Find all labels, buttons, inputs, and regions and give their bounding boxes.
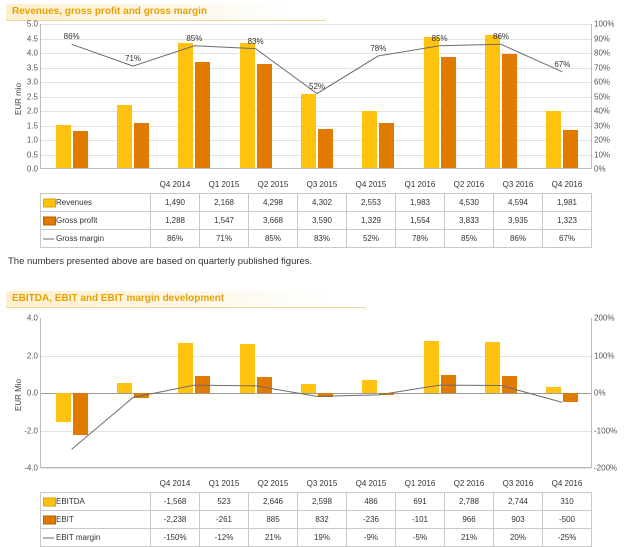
chart1-table-header: Q3 2016 — [502, 180, 534, 189]
chart2-table-cell: -2,238 — [151, 511, 200, 529]
legend-swatch-yellow — [43, 198, 56, 207]
chart1-table-cell: 85% — [445, 230, 494, 248]
chart1-y-tick: 2.0 — [26, 106, 38, 116]
chart2-y-tick: -2.0 — [24, 426, 38, 435]
chart1-margin-label: 83% — [247, 36, 264, 46]
chart1-series-label: Revenues — [41, 194, 151, 212]
chart1-margin-label: 85% — [431, 33, 448, 43]
chart1-margin-label: 86% — [63, 32, 80, 42]
chart2-table-cell: 21% — [249, 529, 298, 547]
chart1-margin-label: 85% — [186, 33, 203, 43]
chart1-y2-tick: 0% — [594, 164, 606, 174]
legend-swatch-orange — [43, 216, 56, 225]
legend-swatch-line — [43, 537, 54, 538]
chart1-table-header: Q2 2016 — [453, 180, 485, 189]
table-row — [41, 212, 592, 230]
chart1-margin-label: 71% — [124, 54, 142, 64]
chart2-table-header: Q1 2016 — [404, 479, 436, 488]
chart2-table-cell: 523 — [200, 493, 249, 511]
chart1-y2-tick: 20% — [594, 135, 611, 145]
table-row — [41, 230, 592, 248]
chart2-y2-tick: 100% — [594, 351, 615, 360]
chart1-table-cell: 83% — [298, 230, 347, 248]
chart2-series-label: EBIT margin — [41, 529, 151, 547]
chart1-table-cell: 1,288 — [151, 212, 200, 230]
chart1-table-cell: 1,329 — [347, 212, 396, 230]
chart2-table-header: Q3 2016 — [502, 479, 534, 488]
chart2-y-tick: 0.0 — [26, 388, 38, 398]
chart2-table-cell: -261 — [200, 511, 249, 529]
table-row — [41, 194, 592, 212]
chart2-gridline — [41, 468, 591, 469]
chart2-table-header: Q4 2016 — [551, 479, 583, 488]
chart1-y-tick: 1.5 — [26, 121, 38, 130]
chart1-y-tick: 1.0 — [26, 135, 38, 145]
chart1-y2-tick: 50% — [594, 92, 611, 101]
chart1-y-tick: 0.0 — [26, 164, 38, 174]
chart1-y-tick: 5.0 — [26, 19, 38, 29]
chart2-table-cell: -12% — [200, 529, 249, 547]
chart1-y2-tick: 10% — [594, 150, 611, 159]
chart2-y2-tick: -200% — [594, 463, 618, 473]
chart2-y2-tick: 0% — [594, 388, 606, 398]
chart2-y2-tick: 200% — [594, 313, 615, 323]
chart2-table-cell: 486 — [347, 493, 396, 511]
chart2-table-header: Q1 2015 — [208, 479, 240, 488]
chart2-table-cell: 832 — [298, 511, 347, 529]
chart2-table-header: Q4 2014 — [159, 479, 191, 488]
chart2-y-tick: 4.0 — [26, 313, 38, 323]
chart1-y2-tick: 30% — [594, 121, 611, 130]
chart1-y2-tick: 80% — [594, 48, 611, 58]
chart1-series-label: Gross margin — [41, 230, 151, 248]
legend-swatch-yellow — [43, 497, 56, 506]
chart2-table-cell: 19% — [298, 529, 347, 547]
chart2-table-header: Q4 2015 — [355, 479, 387, 488]
chart1-table-cell: 3,590 — [298, 212, 347, 230]
chart2-table-cell: 885 — [249, 511, 298, 529]
chart1-table-cell: 52% — [347, 230, 396, 248]
chart1-y-tick: 4.5 — [26, 34, 38, 43]
chart1-table-cell: 4,302 — [298, 194, 347, 212]
chart1-table-cell: 4,594 — [494, 194, 543, 212]
chart2-table-cell: 2,744 — [494, 493, 543, 511]
chart1-table-cell: 4,530 — [445, 194, 494, 212]
chart2-plot-area — [24, 313, 618, 473]
chart2-table-cell: -500 — [543, 511, 592, 529]
chart1-y2-tick: 40% — [594, 106, 611, 116]
chart2-table-cell: 310 — [543, 493, 592, 511]
chart1-table-header: Q3 2015 — [306, 180, 338, 189]
chart1-table-header: Q4 2016 — [551, 180, 583, 189]
chart1-table-header: Q2 2015 — [257, 180, 289, 189]
chart2-ebit-margin-line — [41, 318, 593, 468]
section-title-ebitda: EBITDA, EBIT and EBIT margin development — [6, 291, 366, 308]
chart1-y2-tick: 70% — [594, 63, 611, 72]
chart1-table-cell: 1,490 — [151, 194, 200, 212]
legend-swatch-orange — [43, 515, 56, 524]
chart2-table-cell: 966 — [445, 511, 494, 529]
chart1-table-cell: 1,547 — [200, 212, 249, 230]
chart1-margin-label: 86% — [492, 32, 510, 42]
chart2-table-cell: 20% — [494, 529, 543, 547]
chart1-table-cell: 67% — [543, 230, 592, 248]
chart1-table-cell: 3,668 — [249, 212, 298, 230]
chart1-table-cell: 1,554 — [396, 212, 445, 230]
chart1-y2-tick: 90% — [594, 34, 611, 43]
chart2-table-cell: 691 — [396, 493, 445, 511]
chart2-series-label: EBIT — [41, 511, 151, 529]
chart1-table-cell: 78% — [396, 230, 445, 248]
chart1-margin-label: 52% — [308, 81, 326, 91]
chart2-table-cell: 903 — [494, 511, 543, 529]
chart1-table-header: Q1 2016 — [404, 180, 436, 189]
chart1-table-cell: 4,298 — [249, 194, 298, 212]
chart1-table-cell: 2,553 — [347, 194, 396, 212]
chart2-table-cell: -1,568 — [151, 493, 200, 511]
table-row — [41, 529, 592, 547]
chart1-y-tick: 4.0 — [26, 48, 38, 58]
chart1-y-axis-label: EUR mio — [14, 82, 23, 115]
chart1-table-header: Q1 2015 — [208, 180, 240, 189]
chart1-series-label: Gross profit — [41, 212, 151, 230]
chart1-table-header: Q4 2015 — [355, 180, 387, 189]
chart1-y-tick: 2.5 — [26, 92, 38, 101]
chart2-y-tick: -4.0 — [24, 463, 38, 473]
chart1-y2-tick: 60% — [594, 77, 611, 87]
chart1-table-cell: 1,981 — [543, 194, 592, 212]
chart2-table-cell: 2,788 — [445, 493, 494, 511]
chart1-table-cell: 3,833 — [445, 212, 494, 230]
chart1-y-tick: 3.0 — [26, 77, 38, 87]
chart1-table-cell: 2,168 — [200, 194, 249, 212]
chart2-table-cell: -25% — [543, 529, 592, 547]
chart2-table-header: Q2 2016 — [453, 479, 485, 488]
chart2-y-tick: 2.0 — [26, 351, 38, 360]
chart1-table-header: Q4 2014 — [159, 180, 191, 189]
chart1-table-cell: 71% — [200, 230, 249, 248]
chart2-table-cell: 2,646 — [249, 493, 298, 511]
chart2-y-axis-label: EUR Mio — [14, 378, 23, 411]
chart2-table-header: Q3 2015 — [306, 479, 338, 488]
chart1-data-table — [40, 176, 592, 248]
chart2-table-cell: -9% — [347, 529, 396, 547]
chart1-table-cell: 86% — [151, 230, 200, 248]
chart1-table-cell: 1,323 — [543, 212, 592, 230]
chart1-y-tick: 3.5 — [26, 63, 38, 72]
chart1-table-cell: 85% — [249, 230, 298, 248]
table-row — [41, 493, 592, 511]
chart2-series-label: EBITDA — [41, 493, 151, 511]
chart1-margin-label: 67% — [554, 59, 571, 69]
chart2-table-cell: 21% — [445, 529, 494, 547]
legend-swatch-line — [43, 238, 54, 239]
chart2-table-header: Q2 2015 — [257, 479, 289, 488]
chart2-table-cell: -5% — [396, 529, 445, 547]
chart1-table-cell: 86% — [494, 230, 543, 248]
chart2-table-cell: -236 — [347, 511, 396, 529]
chart1-margin-label: 78% — [370, 43, 387, 53]
chart2-table-cell: 2,598 — [298, 493, 347, 511]
figures-note: The numbers presented above are based on quarterly published figures. — [8, 256, 313, 267]
chart2-y2-tick: -100% — [594, 426, 618, 435]
chart1-table-cell: 3,935 — [494, 212, 543, 230]
chart2-table-cell: -101 — [396, 511, 445, 529]
chart1-y2-tick: 100% — [594, 19, 615, 29]
chart1-table-cell: 1,983 — [396, 194, 445, 212]
table-row — [41, 511, 592, 529]
section-title-revenues: Revenues, gross profit and gross margin — [6, 4, 326, 21]
chart2-data-table — [40, 475, 592, 547]
chart2-table-cell: -150% — [151, 529, 200, 547]
chart1-y-tick: 0.5 — [26, 150, 38, 159]
